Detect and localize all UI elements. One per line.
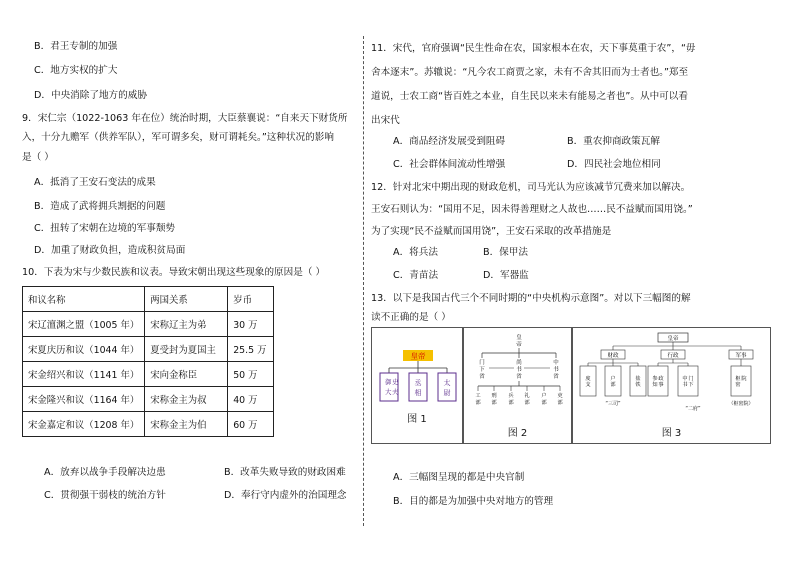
q13-option-a[interactable]: A．三幅图呈现的都是中央官制 [393,472,525,483]
table-row [23,362,274,387]
fig1-emperor-label: 皇帝 [410,351,426,361]
table-cell: 60 万 [228,412,274,437]
q10-option-a[interactable]: A．放弃以战争手段解决边患 [44,467,166,478]
fig3-admin-sub-2: 门 [688,375,694,382]
fig3-finance-sub-2: 户 [610,375,616,382]
fig2-emperor-2: 帝 [516,342,522,348]
q9-stem-line-2: 入，十分九赡军（供养军队），军可谓多矣，财可谓耗矣。”这种状况的影响 [22,132,334,143]
q8-option-d[interactable]: D．中央消除了地方的威胁 [34,90,147,101]
table-row [23,312,274,337]
table-cell: 50 万 [228,362,274,387]
figure-1 [371,327,463,444]
fig2-ministry-6: 部 [557,400,563,406]
q9-stem-line-1: 9．宋仁宗（1022-1063 年在位）统治时期，大臣蔡襄说：“自来天下财货所 [22,113,348,124]
fig2-ministry-2: 部 [491,400,497,406]
table-cell: 宋金嘉定和议（1208 年） [23,412,145,437]
fig3-finance-sub-1: 支 [585,382,591,389]
fig3-admin-sub-2: 中 [682,375,688,382]
fig3-finance-sub-3: 铁 [635,382,641,389]
fig1-yushi-text-3: 大 [385,388,392,396]
fig3-admin-sub-1: 参 [652,375,658,382]
q9-stem-line-3: 是（ ） [22,152,54,163]
q11-stem-line-3: 道说，士农工商“皆百姓之本业，自生民以来未有能易之者也”。从中可以看 [371,91,688,102]
fig2-ministry-5: 部 [541,400,547,406]
table-cell: 宋夏庆历和议（1044 年） [23,337,145,362]
table-cell: 宋金绍兴和议（1141 年） [23,362,145,387]
fig2-ministry-1: 工 [475,393,481,399]
fig2-shangshu-3: 省 [516,374,522,380]
fig2-menxia-1: 门 [479,360,485,366]
fig1-taiwei-text-2: 尉 [443,389,451,397]
table-cell: 宋辽澶渊之盟（1005 年） [23,312,145,337]
figure-1-caption: 图 1 [407,414,427,425]
fig2-ministry-2: 刑 [491,393,497,399]
q10-option-c[interactable]: C．贯彻强干弱枝的统治方针 [44,490,166,501]
figure-2-caption: 图 2 [507,428,528,439]
q13-option-b[interactable]: B．目的都是为加强中央对地方的管理 [393,496,554,507]
fig3-admin-sub-1: 事 [658,382,664,389]
fig3-finance-sub-1: 度 [585,375,591,382]
q12-stem-line-3: 为了实现“民不益赋而国用饶”，王安石采取的改革措施是 [371,226,612,237]
q8-option-b[interactable]: B．君王专制的加强 [34,41,118,52]
q11-stem-line-1: 11．宋代，官府强调“民生性命在农，国家根本在农，天下事莫重于农”，“毋 [371,43,696,54]
q11-option-b[interactable]: B．重农抑商政策瓦解 [567,136,660,147]
fig2-menxia-2: 下 [479,367,485,373]
fig1-yushi-text-2: 史 [392,378,399,386]
table-row [23,412,274,437]
fig2-ministry-3: 部 [508,400,514,406]
fig2-zhongshu-3: 省 [553,374,559,380]
fig2-ministries [475,386,563,406]
central-institution-figures [371,327,771,444]
fig2-ministry-1: 部 [475,400,481,406]
q12-option-a[interactable]: A．将兵法 [393,247,438,258]
fig2-zhongshu-2: 书 [553,367,559,373]
fig3-finance-sub-2: 部 [610,382,616,389]
table-cell: 宋金隆兴和议（1164 年） [23,387,145,412]
fig2-shangshu-2: 书 [516,367,522,373]
figure-1-diagram [372,328,464,445]
q10-stem: 10．下表为宋与少数民族和议表。导致宋朝出现这些现象的原因是（ ） [22,267,326,278]
column-divider [363,36,364,526]
table-header-cell: 两国关系 [145,287,228,312]
fig3-finance-label: 财政 [607,353,619,359]
fig3-military-sub-1: 院 [741,375,747,382]
fig2-zhongshu-1: 中 [553,360,559,366]
q11-stem-line-4: 出宋代 [371,115,400,126]
fig3-sansi-label: “三司” [605,401,621,407]
table-cell: 30 万 [228,312,274,337]
figure-2 [463,327,572,444]
table-cell: 宋称金主为叔 [145,387,228,412]
fig1-yushi-text-1: 御 [385,378,392,386]
fig2-emperor-1: 皇 [516,335,522,341]
fig3-finance-sub-3: 盐 [635,375,641,382]
fig2-ministry-5: 户 [541,393,547,399]
q12-option-d[interactable]: D．军器监 [483,270,529,281]
q11-option-a[interactable]: A．商品经济发展受到阻碍 [393,136,506,147]
table-cell: 宋称金主为伯 [145,412,228,437]
table-row [23,387,274,412]
table-header-cell: 和议名称 [23,287,145,312]
fig2-ministry-4: 部 [524,400,530,406]
fig3-admin-sub-2: 下 [688,382,694,389]
fig1-yushi-text-4: 夫 [392,388,399,396]
fig1-chengxiang-text-1: 丞 [414,379,422,387]
q13-stem-line-2: 读不正确的是（ ） [371,312,451,323]
q9-option-a[interactable]: A．抵消了王安石变法的成果 [34,177,156,188]
q11-stem-line-2: 舍本逐末”。苏辙说：“凡今农工商贾之家，未有不舍其旧而为士者也。”郑至 [371,67,689,78]
q9-option-b[interactable]: B．造成了武将拥兵割据的问题 [34,201,166,212]
table-cell: 40 万 [228,387,274,412]
table-cell: 25.5 万 [228,337,274,362]
fig1-chengxiang-text-2: 相 [414,389,422,397]
q11-option-d[interactable]: D．四民社会地位相同 [567,159,661,170]
fig3-military-sub-1: 密 [735,382,741,389]
table-header-row [23,287,274,312]
fig3-subboxes [580,363,751,396]
fig3-military-sub-1: 枢 [735,375,741,382]
table-header-cell: 岁币 [228,287,274,312]
q10-option-b[interactable]: B．改革失败导致的财政困难 [224,467,346,478]
fig3-admin-label: 行政 [667,353,679,359]
q11-option-c[interactable]: C．社会群体间流动性增强 [393,159,506,170]
figure-3-caption: 图 3 [661,428,682,439]
q9-option-d[interactable]: D．加重了财政负担，造成积贫局面 [34,245,186,256]
q12-stem-line-1: 12．针对北宋中期出现的财政危机，司马光认为应该减节冗费来加以解决。 [371,182,691,193]
q10-option-d[interactable]: D．奉行守内虚外的治国理念 [224,490,347,501]
fig2-shangshu-1: 尚 [516,360,522,366]
table-row [23,337,274,362]
table-cell: 宋称辽主为弟 [145,312,228,337]
q12-stem-line-2: 王安石则认为：“国用不足，因未得善理财之人故也……民不益赋而国用饶。” [371,204,693,215]
fig3-admin-sub-1: 政 [658,375,664,382]
figure-3 [572,327,771,444]
q12-option-b[interactable]: B．保甲法 [483,247,528,258]
q12-option-c[interactable]: C．青苗法 [393,270,439,281]
treaty-table [22,286,274,437]
fig2-menxia-3: 省 [479,374,485,380]
fig1-taiwei-text-1: 太 [443,379,451,387]
fig3-emperor-label: 皇帝 [667,336,679,342]
q8-option-c[interactable]: C．地方实权的扩大 [34,65,118,76]
fig2-ministry-6: 吏 [557,393,563,399]
table-cell: 夏受封为夏国主 [145,337,228,362]
fig2-ministry-3: 兵 [508,393,514,399]
fig3-military-note: （枢密院） [728,401,754,407]
fig3-erfu-label: “二府” [685,406,701,412]
table-cell: 宋向金称臣 [145,362,228,387]
fig3-admin-sub-2: 书 [682,382,688,389]
fig2-ministry-4: 礼 [524,393,530,399]
fig3-admin-sub-1: 知 [652,382,658,389]
q13-stem-line-1: 13．以下是我国古代三个不同时期的“中央机构示意图”。对以下三幅图的解 [371,293,691,304]
q9-option-c[interactable]: C．扭转了宋朝在边境的军事颓势 [34,223,176,234]
fig3-military-label: 军事 [735,353,747,359]
